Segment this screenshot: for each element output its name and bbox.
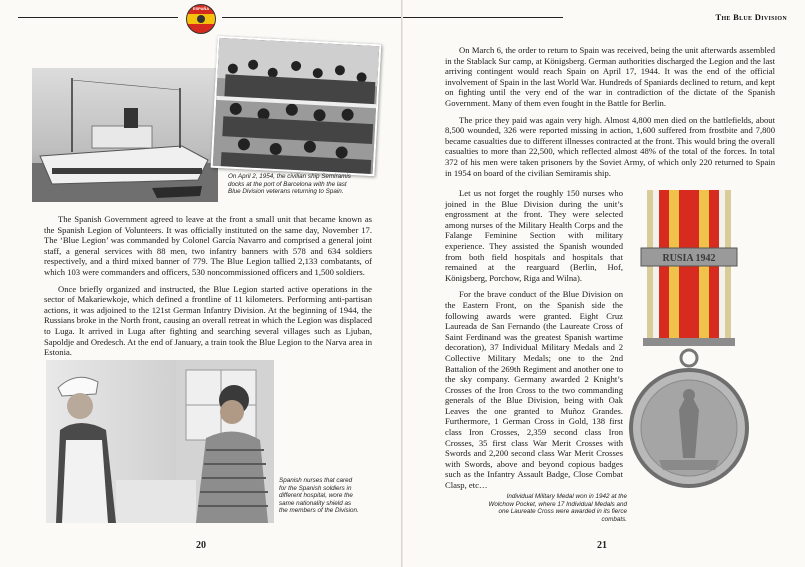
paragraph: For the brave conduct of the Blue Division on the Eastern Front, on the Spanish side the following awards were granted. Eight Cruz Laureada de San Fernando (the Laureate Cross of Saint Ferdinand was the greatest Spanish wartime decoration), 37 Individual Military Medals and 2 Collective Military Medals; one to the 2nd Battalion of the 269th Regiment and another one to the sky company. Germany awarded 2 Knight’s Crosses of the Iron Cross to the two commanding generals of the Blue Division, being with Oak Leaves the one granted to Muñoz Grandes. Furthermore, 1 German Cross in Gold, 138 first class Iron Crosses, 2,359 second class Iron Crosses, 35 first class War Merit Crosses with Swords and 2,200 second class War Merit Crosses with Swords, above and beyond copious badges such as the Infantry Assault Badge, Close Combat Clasp, etc… [445, 289, 623, 491]
veterans-photo [211, 36, 382, 176]
nurse-caption: Spanish nurses that cared for the Spanish soldiers in different hospital, wore the same nationality shield as the members of the Division. [279, 477, 359, 515]
right-body-text-column [445, 188, 623, 497]
left-body-text [44, 214, 372, 364]
medal-caption: Individual Military Medal won in 1942 at the Wolchow Pocket, where 17 Individual Medals and one Laureate Cross were awarded in its fierce combats. [488, 493, 627, 523]
paragraph: On March 6, the order to return to Spain was received, being the unit afterwards assembled in the Stablack Sur camp, at Königsberg. German authorities discharged the Legion and the last arriving contingent would reach Spain on April 17, 1944. It was the end of the official involvement of Spain in the last World War. Hundreds of Spaniards declined to return, and kept on fighting until the very end of the war in contradiction of the dictate of the Spanish Government. Many of them even fought in the Battle for Berlin. [445, 45, 775, 108]
spain-shield-icon: ESPAÑA [186, 4, 216, 34]
nurse-photo [46, 360, 274, 523]
right-page [403, 0, 805, 567]
ship-caption: On April 2, 1954, the civilian ship Semiramis docks at the port of Barcelona with the last Blue Division veterans returning to Spain. [228, 173, 351, 196]
paragraph: The Spanish Government agreed to leave at the front a small unit that became known as the Spanish Legion of Volunteers. It was officially instituted on the same day, November 17. The ‘Blue Legion’ was commanded by Colonel García Navarro and comprised a general joint staff, a general services with 88 men, two infantry banners with 578 and 634 soldiers respectively, and a third mixed banner of 779. The Blue Legion tallied 2,133 combatants, of which 103 were commanders and officers, 530 noncommissioned officers and 1,500 soldiers. [44, 214, 372, 277]
paragraph: Let us not forget the roughly 150 nurses who joined in the Blue Division during the unit’s engrossment at the front. They were selected among nurses of the Military Health Corps and the Falange Feminine Section with military experience. They assisted the Spanish wounded from both field hospitals and hospitals that remained at the rearguard (Berlin, Hof, Königsberg, Porchow, Riga and Wilna). [445, 188, 623, 283]
running-title: The Blue Division [715, 12, 787, 22]
paragraph: The price they paid was again very high. Almost 4,800 men died on the battlefields, about 8,500 wounded, 326 were reported missing in action, 1,600 suffered from frostbite and 7,800 became casualties due to different illnesses contracted at the front. This would bring the overall casualties to more than 22,500, which reflected almost 48% of the total of the forces. In total 372 of his men were taken prisoners by the Soviet Army, of which only 220 returned to Spain in 1954 on board of the civilian Semiramis ship. [445, 114, 775, 178]
medal-clasp-text: RUSIA 1942 [662, 253, 716, 264]
left-page [0, 0, 402, 567]
header-rule-right [403, 17, 563, 18]
page-number: 21 [597, 540, 607, 551]
right-body-text-top [445, 45, 775, 184]
ship-photo [32, 68, 218, 202]
paragraph: Once briefly organized and instructed, the Blue Legion started active operations in the sector of Makariewkoje, which defined a frontline of 11 kilometers. Performing anti-partisan actions, it was adjoined to the 121st German Infantry Division. At the beginning of 1944, the Russians broke in the North front, causing an overall retreat in which the Legion was displaced to Luga. It arrived in Luga after fighting and searching several villages such as Ljuban, Sapoldje and Oredesch. At the end of January, a train took the Blue Legion to the Narva area in Estonia. [44, 283, 372, 358]
page-number: 20 [196, 540, 206, 551]
header-rule-left-2 [222, 17, 402, 18]
medal-image [629, 190, 777, 520]
header-rule-left [18, 17, 178, 18]
